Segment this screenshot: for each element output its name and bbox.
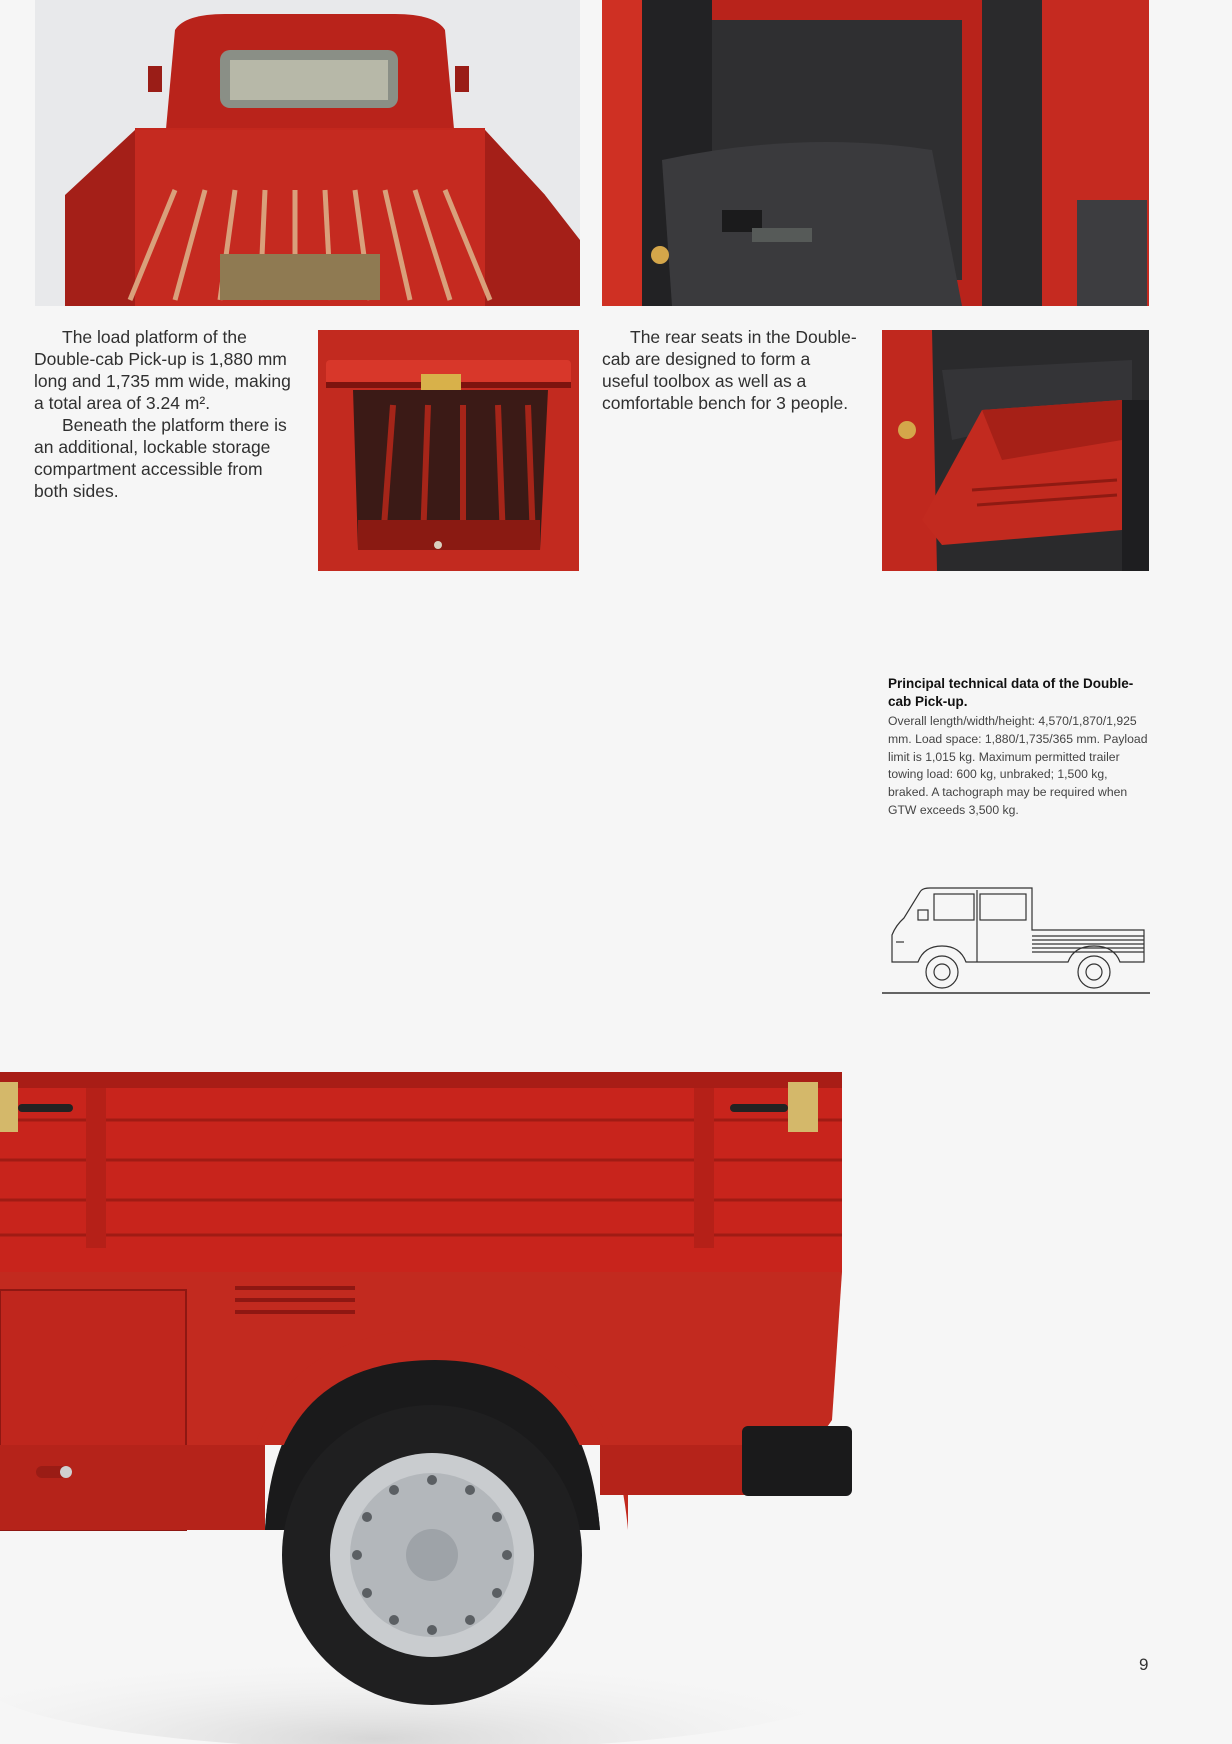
page-number: 9 [1139,1655,1149,1674]
caption-load-platform-para1: The load platform of the Double-cab Pick-up is 1,880 mm long and 1,735 mm wide, making a total area of 3.24 m². [34,327,291,413]
photo-load-bed [35,0,580,306]
caption-load-platform-para2: Beneath the platform there is an additional, lockable storage compartment accessible from both sides. [34,415,287,501]
technical-data [888,675,1150,820]
photo-storage-compartment [318,330,579,571]
vehicle-line-drawing [882,880,1150,998]
photo-pickup-rear-side [0,1060,880,1744]
caption-rear-seats [602,326,860,414]
photo-rear-seat-interior [602,0,1149,306]
technical-data-heading: Principal technical data of the Double-cab Pick-up. [888,676,1134,709]
photo-seat-toolbox [882,330,1149,571]
caption-load-platform [34,326,296,502]
technical-data-body: Overall length/width/height: 4,570/1,870/1,925 mm. Load space: 1,880/1,735/365 mm. Payload limit is 1,015 kg. Maximum permitted trailer towing load: 600 kg, unbraked; 1,500 kg, braked. A tachograph may be required when GTW exceeds 3,500 kg. [888,714,1148,817]
caption-rear-seats-text: The rear seats in the Double-cab are designed to form a useful toolbox as well as a comfortable bench for 3 people. [602,327,857,413]
